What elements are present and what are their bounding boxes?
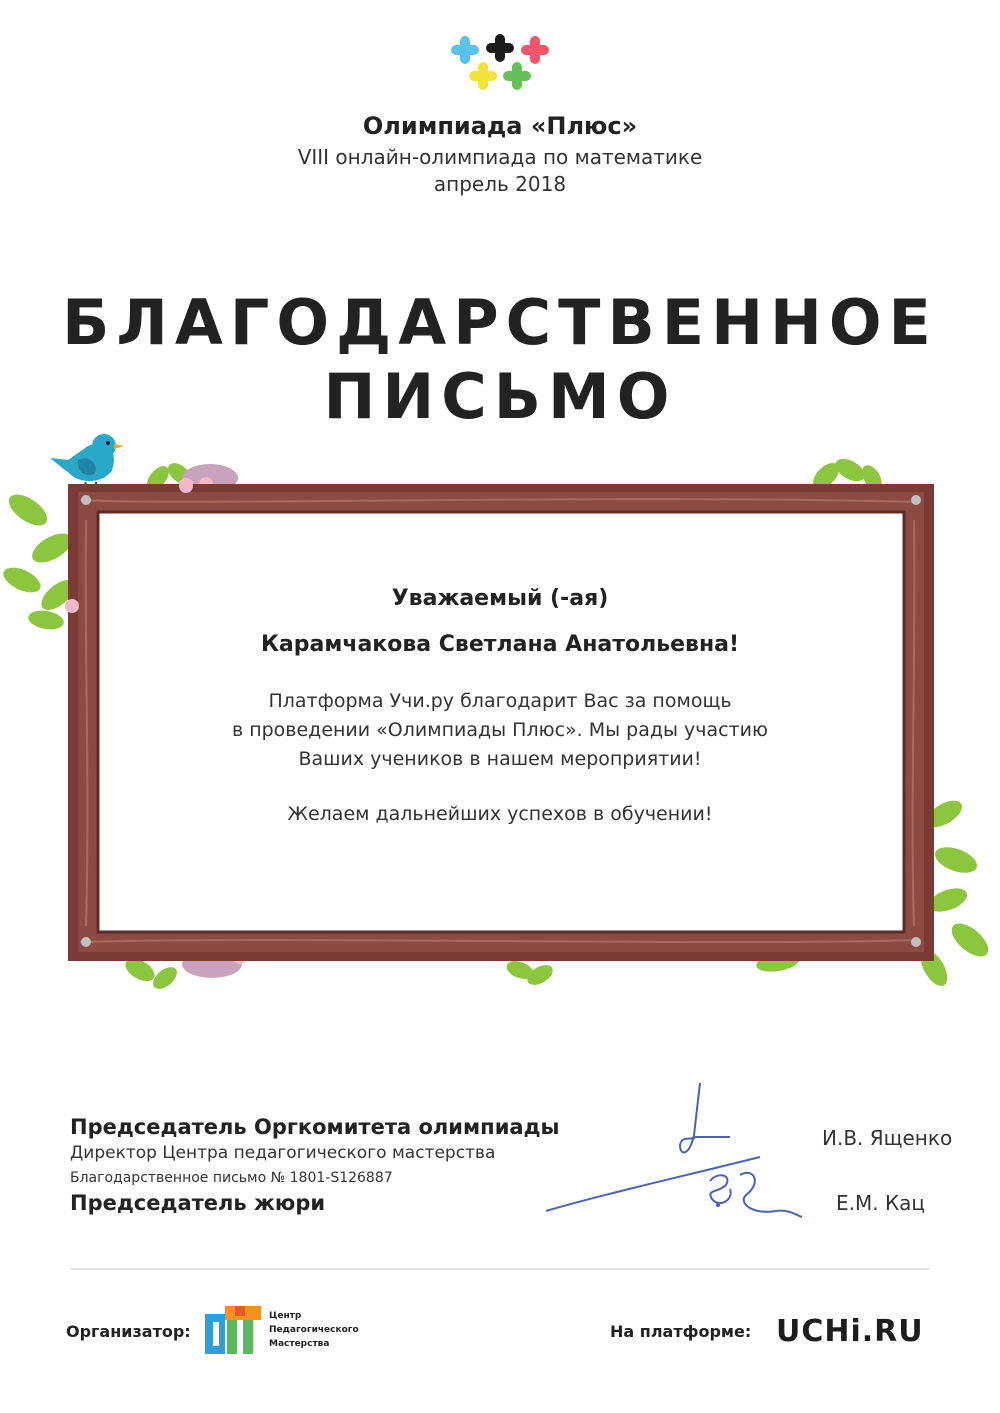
- organizer-label: Организатор:: [66, 1322, 191, 1341]
- recipient-name: Карамчакова Светлана Анатольевна!: [260, 632, 740, 657]
- olympiad-plus-logo: [448, 34, 552, 94]
- footer-divider: [70, 1268, 930, 1270]
- cpm-logo-text: Педагогического: [269, 1325, 359, 1335]
- letter-title-line2: ПИСЬМО: [323, 360, 677, 433]
- letter-number: Благодарственное письмо № 1801-S126887: [70, 1170, 393, 1186]
- plus-icon-black: [486, 34, 514, 62]
- greeting: Уважаемый (-ая): [391, 586, 609, 611]
- cpm-logo-text: Мастерства: [269, 1339, 330, 1349]
- letter-body-line: в проведении «Олимпиады Плюс». Мы рады участию: [231, 719, 769, 741]
- olympiad-date: апрель 2018: [433, 172, 567, 196]
- letter-title-line1: БЛАГОДАРСТВЕННОЕ: [62, 286, 938, 359]
- bird-icon: [50, 434, 124, 488]
- chair-title: Председатель Оргкомитета олимпиады: [70, 1115, 560, 1139]
- jury-title: Председатель жюри: [70, 1191, 326, 1215]
- plus-icon-yellow: [469, 62, 497, 90]
- letter-body-line: Платформа Учи.ру благодарит Вас за помощь: [268, 690, 732, 712]
- olympiad-name: Олимпиада «Плюс»: [362, 112, 638, 140]
- plus-icon-green: [503, 62, 531, 90]
- director-title: Директор Центра педагогического мастерства: [70, 1143, 496, 1163]
- cpm-logo-icon: [205, 1306, 261, 1356]
- plus-icon-red: [521, 36, 549, 64]
- jury-name: Е.М. Кац: [836, 1191, 926, 1215]
- plus-icon-blue: [451, 36, 479, 64]
- letter-wish: Желаем дальнейших успехов в обучении!: [287, 803, 713, 825]
- handwritten-signatures: [540, 1075, 810, 1225]
- olympiad-subtitle: VIII онлайн-олимпиада по математике: [297, 145, 703, 169]
- cpm-logo-text: Центр: [269, 1311, 302, 1321]
- platform-label: На платформе:: [610, 1322, 752, 1341]
- uchi-ru-logo: UCHi.RU: [776, 1314, 924, 1349]
- chair-name: И.В. Ященко: [822, 1126, 953, 1150]
- letter-body-line: Ваших учеников в нашем мероприятии!: [298, 748, 702, 770]
